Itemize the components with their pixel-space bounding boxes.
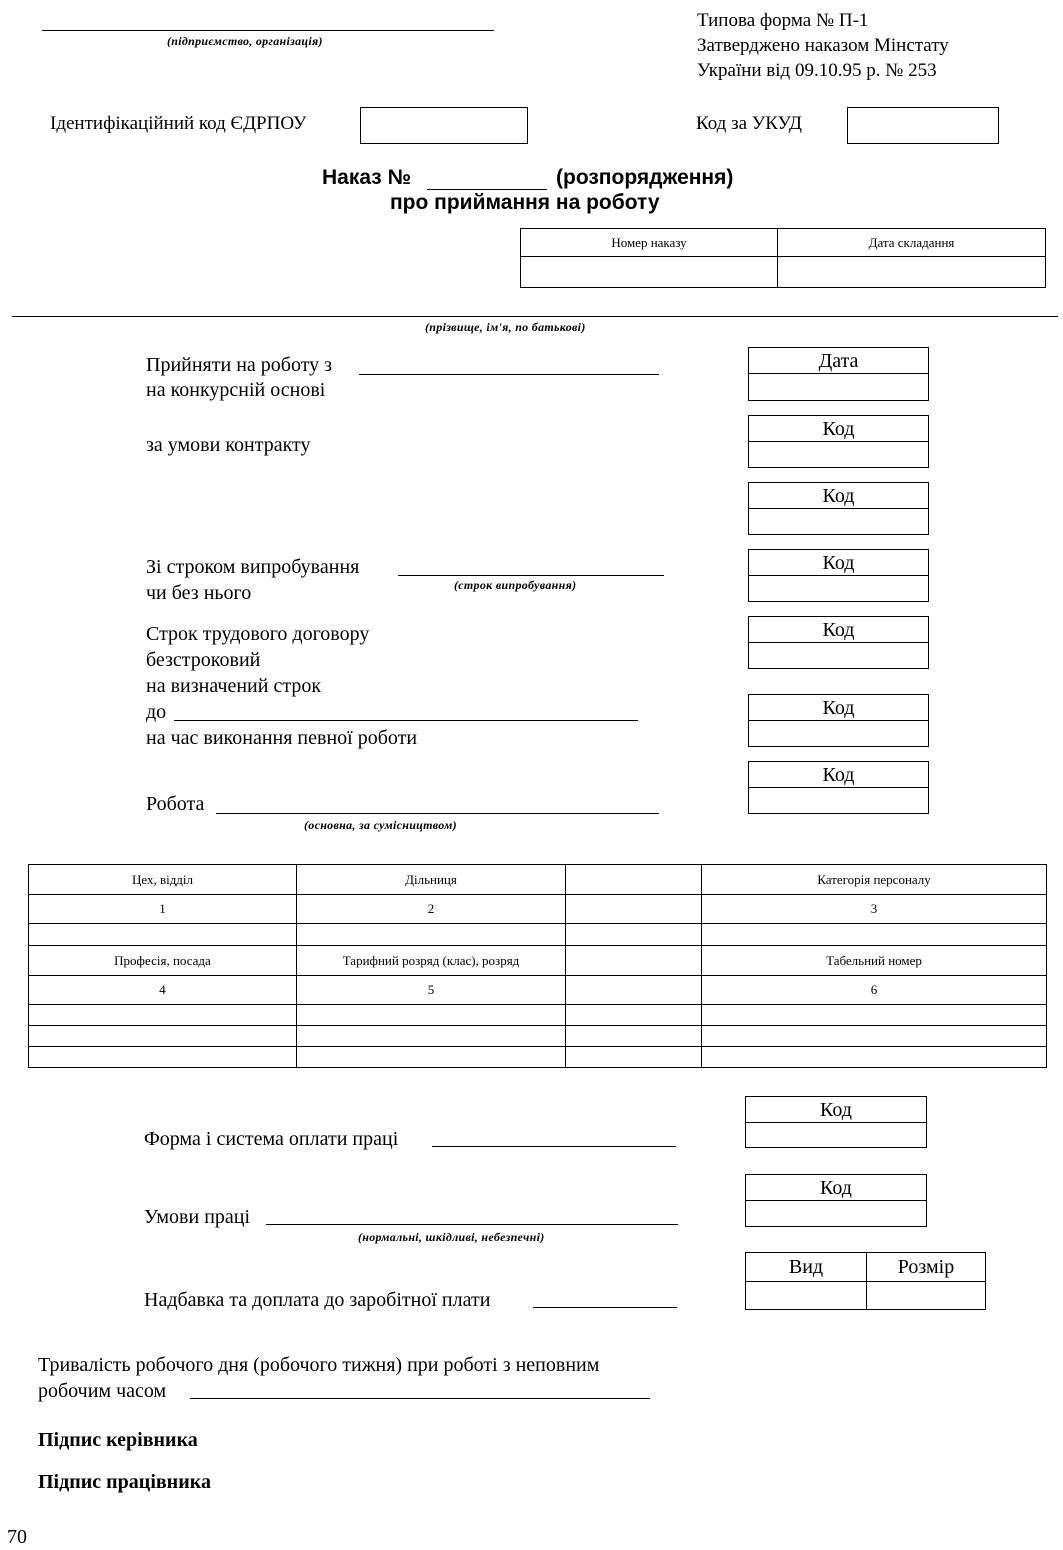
personnel-number-cell[interactable] bbox=[702, 1026, 1047, 1047]
without-probation-label: чи без нього bbox=[146, 582, 252, 604]
enterprise-caption: (підприємство, організація) bbox=[167, 34, 323, 48]
contract-code-box[interactable] bbox=[748, 482, 929, 535]
personnel-number-cell[interactable] bbox=[702, 1047, 1047, 1068]
column-number: 5 bbox=[297, 976, 566, 1005]
ukud-label: Код за УКУД bbox=[696, 113, 803, 134]
bonus-kind-cell[interactable] bbox=[746, 1282, 867, 1310]
bonus-size-cell[interactable] bbox=[867, 1282, 986, 1310]
pay-system-line bbox=[432, 1146, 676, 1147]
part-time-duration-line1: Тривалість робочого дня (робочого тижня) при роботі з неповним bbox=[38, 1354, 600, 1376]
bonus-table bbox=[745, 1252, 986, 1310]
position-cell[interactable] bbox=[29, 1005, 297, 1026]
employee-name-caption: (прізвище, ім'я, по батькові) bbox=[425, 320, 586, 334]
column-number: 2 bbox=[297, 895, 566, 924]
probation-line bbox=[398, 575, 664, 576]
tariff-grade-cell[interactable] bbox=[297, 1005, 566, 1026]
probation-label: Зі строком випробування bbox=[146, 556, 360, 578]
blank-cell[interactable] bbox=[566, 1005, 702, 1026]
enterprise-line bbox=[42, 30, 494, 31]
pay-system-label: Форма і система оплати праці bbox=[144, 1128, 399, 1150]
hire-from-label: Прийняти на роботу з bbox=[146, 354, 333, 376]
column-number: 3 bbox=[702, 895, 1047, 924]
bonus-label: Надбавка та доплата до заробітної плати bbox=[144, 1289, 491, 1311]
hire-date-line bbox=[359, 374, 659, 375]
indefinite-label: безстроковий bbox=[146, 649, 261, 671]
order-date-cell[interactable] bbox=[778, 257, 1046, 288]
blank-header bbox=[566, 946, 702, 976]
personnel-category-cell[interactable] bbox=[702, 924, 1047, 946]
blank-cell bbox=[566, 895, 702, 924]
part-time-duration-line bbox=[190, 1398, 650, 1399]
fixed-term-label: на визначений строк bbox=[146, 675, 322, 697]
tariff-grade-cell[interactable] bbox=[297, 1026, 566, 1047]
work-conditions-label: Умови праці bbox=[144, 1206, 251, 1228]
order-number-cell[interactable] bbox=[521, 257, 778, 288]
competitive-code-box[interactable] bbox=[748, 415, 929, 468]
form-type-line2: Затверджено наказом Мінстату bbox=[697, 35, 949, 56]
tariff-grade-cell[interactable] bbox=[297, 1047, 566, 1068]
bonus-kind-header: Вид bbox=[746, 1253, 867, 1282]
code-box-header: Код bbox=[749, 762, 928, 788]
order-number-header: Номер наказу bbox=[521, 229, 778, 257]
staff-table bbox=[28, 864, 1047, 1068]
code-box-header: Код bbox=[746, 1097, 926, 1123]
workshop-header: Цех, відділ bbox=[29, 865, 297, 895]
order-title-line2: про приймання на роботу bbox=[390, 191, 660, 214]
position-cell[interactable] bbox=[29, 1026, 297, 1047]
blank-cell bbox=[566, 976, 702, 1005]
contract-term-label: Строк трудового договору bbox=[146, 623, 370, 645]
blank-cell[interactable] bbox=[566, 1026, 702, 1047]
form-type-line3: України від 09.10.95 р. № 253 bbox=[697, 60, 937, 81]
blank-cell[interactable] bbox=[566, 1047, 702, 1068]
form-type-line1: Типова форма № П-1 bbox=[697, 10, 869, 31]
work-conditions-code-box[interactable] bbox=[745, 1174, 927, 1227]
bonus-line bbox=[533, 1307, 677, 1308]
employee-name-line bbox=[12, 316, 1058, 317]
part-time-duration-line2: робочим часом bbox=[38, 1380, 167, 1402]
work-code-box[interactable] bbox=[748, 761, 929, 814]
personnel-category-header: Категорія персоналу bbox=[702, 865, 1047, 895]
work-conditions-caption: (нормальні, шкідливі, небезпечні) bbox=[358, 1230, 545, 1244]
column-number: 1 bbox=[29, 895, 297, 924]
order-date-header: Дата складання bbox=[778, 229, 1046, 257]
order-number-date-table bbox=[520, 228, 1046, 288]
blank-header bbox=[566, 865, 702, 895]
edrpou-label: Ідентифікаційний код ЄДРПОУ bbox=[50, 113, 307, 134]
hire-date-box[interactable] bbox=[748, 347, 929, 401]
code-box-header: Код bbox=[746, 1175, 926, 1201]
code-box-header: Код bbox=[749, 416, 928, 442]
edrpou-input[interactable] bbox=[360, 107, 528, 144]
column-number: 6 bbox=[702, 976, 1047, 1005]
work-label: Робота bbox=[146, 793, 205, 815]
until-date-line bbox=[174, 720, 638, 721]
work-type-caption: (основна, за сумісництвом) bbox=[304, 818, 457, 832]
page-number: 70 bbox=[7, 1526, 27, 1548]
code-box-header: Код bbox=[749, 695, 928, 721]
work-conditions-line bbox=[266, 1224, 678, 1225]
order-title-prefix: Наказ № bbox=[322, 166, 411, 189]
pay-system-code-box[interactable] bbox=[745, 1096, 927, 1148]
probation-code-box[interactable] bbox=[748, 549, 929, 602]
indefinite-code-box[interactable] bbox=[748, 616, 929, 669]
position-header: Професія, посада bbox=[29, 946, 297, 976]
code-box-header: Код bbox=[749, 550, 928, 576]
blank-cell[interactable] bbox=[566, 924, 702, 946]
manager-signature-label: Підпис керівника bbox=[38, 1429, 198, 1451]
probation-caption: (строк випробування) bbox=[454, 578, 577, 592]
competitive-basis-label: на конкурсній основі bbox=[146, 379, 326, 401]
contract-label: за умови контракту bbox=[146, 434, 311, 456]
personnel-number-cell[interactable] bbox=[702, 1005, 1047, 1026]
workshop-cell[interactable] bbox=[29, 924, 297, 946]
bonus-size-header: Розмір bbox=[867, 1253, 986, 1282]
code-box-header: Код bbox=[749, 617, 928, 643]
date-box-header: Дата bbox=[749, 348, 928, 374]
code-box-header: Код bbox=[749, 483, 928, 509]
personnel-number-header: Табельний номер bbox=[702, 946, 1047, 976]
fixed-term-code-box[interactable] bbox=[748, 694, 929, 747]
position-cell[interactable] bbox=[29, 1047, 297, 1068]
order-title-suffix: (розпорядження) bbox=[556, 166, 734, 189]
employee-signature-label: Підпис працівника bbox=[38, 1471, 211, 1493]
for-work-label: на час виконання певної роботи bbox=[146, 727, 418, 749]
ukud-input[interactable] bbox=[847, 107, 999, 144]
tariff-grade-header: Тарифний розряд (клас), розряд bbox=[297, 946, 566, 976]
column-number: 4 bbox=[29, 976, 297, 1005]
section-cell[interactable] bbox=[297, 924, 566, 946]
work-type-line bbox=[216, 813, 659, 814]
section-header: Дільниця bbox=[297, 865, 566, 895]
until-label: до bbox=[146, 701, 167, 723]
